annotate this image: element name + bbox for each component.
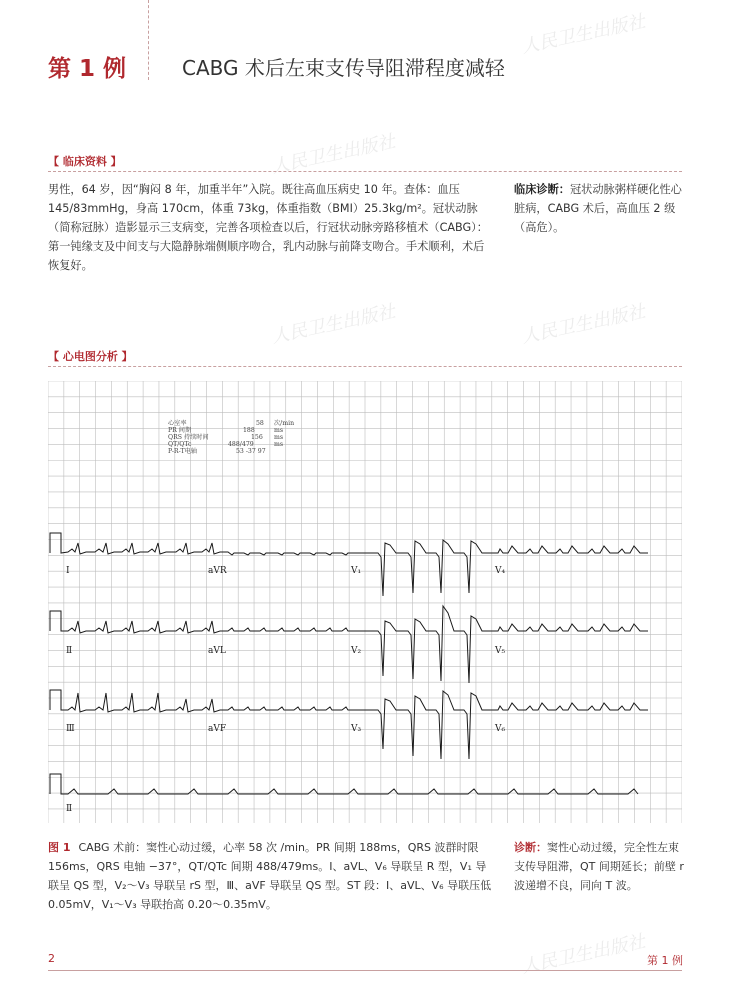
measure-unit: 次/min [274, 420, 295, 427]
measure-label: QRS 持续时间 [168, 434, 209, 441]
page-title: CABG 术后左束支传导阻滞程度减轻 [182, 56, 505, 80]
figure-label: 图 1 [48, 841, 71, 854]
lead-label: Ⅰ [66, 566, 70, 576]
lead-label: Ⅱ [66, 804, 73, 814]
lead-label: Ⅲ [66, 724, 75, 734]
ecg-grid [48, 381, 682, 823]
measure-label: PR 间期 [168, 427, 192, 434]
lead-label: V₃ [351, 724, 362, 734]
lead-label: aVR [208, 566, 227, 576]
watermark: 人民卫生出版社 [519, 931, 648, 978]
lead-label: V₆ [495, 724, 506, 734]
measure-value: 53 -37 97 [236, 448, 266, 455]
lead-label: aVF [208, 724, 227, 734]
watermark: 人民卫生出版社 [269, 131, 398, 178]
page-number: 2 [48, 952, 55, 965]
section-divider [48, 366, 682, 367]
lead-label: aVL [208, 646, 226, 656]
footer-case-label: 第 1 例 [647, 954, 683, 967]
figure-diagnosis-label: 诊断： [514, 841, 547, 854]
case-number: 第 1 例 [48, 56, 127, 82]
measure-unit: ms [274, 427, 284, 434]
figure-caption [48, 838, 493, 914]
lead-label: V₄ [495, 566, 506, 576]
clinical-diagnosis [514, 180, 684, 237]
ecg-figure [48, 381, 682, 823]
figure-caption-text: CABG 术前：窦性心动过缓，心率 58 次 /min。PR 间期 188ms，QRS 波群时限 156ms，QRS 电轴 −37°，QT/QTc 间期 488/479ms。Ⅰ、aVL、V₆ 导联呈 R 型，V₁ 导联呈 QS 型，V₂～V₃ 导联呈 rS 型，Ⅲ、aVF 导联呈 QS 型。ST 段：Ⅰ、aVL、V₆ 导联压低 0.05mV，V₁～V₃ 导联抬高 0.20～0.35mV。 [48, 841, 492, 911]
measure-unit: ms [274, 434, 284, 441]
figure-diagnosis-text: 窦性心动过缓，完全性左束支传导阻滞，QT 间期延长；前壁 r 波递增不良，同向 T 波。 [514, 841, 684, 892]
measure-value: 488/479 [228, 441, 254, 448]
header-divider [148, 0, 149, 80]
lead-label: V₂ [351, 646, 362, 656]
lead-label: V₁ [351, 566, 362, 576]
clinical-text: 男性，64 岁，因“胸闷 8 年，加重半年”入院。既往高血压病史 10 年。查体：血压 145/83mmHg，身高 170cm，体重 73kg，体重指数（BMI）25.3kg/m²。冠状动脉（简称冠脉）造影显示三支病变，完善各项检查以后，行冠状动脉旁路移植术（CABG）：第一钝缘支及中间支与大隐静脉端侧顺序吻合，乳内动脉与前降支吻合。手术顺利，术后恢复好。 [48, 183, 488, 272]
clinical-section-label: 【 临床资料 】 [48, 155, 122, 168]
watermark: 人民卫生出版社 [519, 11, 648, 58]
measure-unit: ms [274, 441, 284, 448]
measure-value: 156 [251, 434, 263, 441]
footer-rule [48, 970, 682, 971]
measure-value: 58 [256, 420, 264, 427]
measure-value: 188 [243, 427, 255, 434]
lead-label: Ⅱ [66, 646, 73, 656]
measure-label: P-R-T电轴 [168, 448, 197, 455]
section-divider [48, 171, 682, 172]
ecg-section-label: 【 心电图分析 】 [48, 350, 133, 363]
watermark: 人民卫生出版社 [519, 301, 648, 348]
measure-label: QT/QTc [168, 441, 192, 448]
clinical-diagnosis-text: 冠状动脉粥样硬化性心脏病，CABG 术后，高血压 2 级（高危）。 [514, 183, 682, 234]
measure-label: 心室率 [168, 420, 187, 427]
figure-diagnosis [514, 838, 686, 895]
clinical-diagnosis-label: 临床诊断： [514, 183, 570, 196]
lead-label: V₅ [495, 646, 506, 656]
watermark: 人民卫生出版社 [269, 301, 398, 348]
